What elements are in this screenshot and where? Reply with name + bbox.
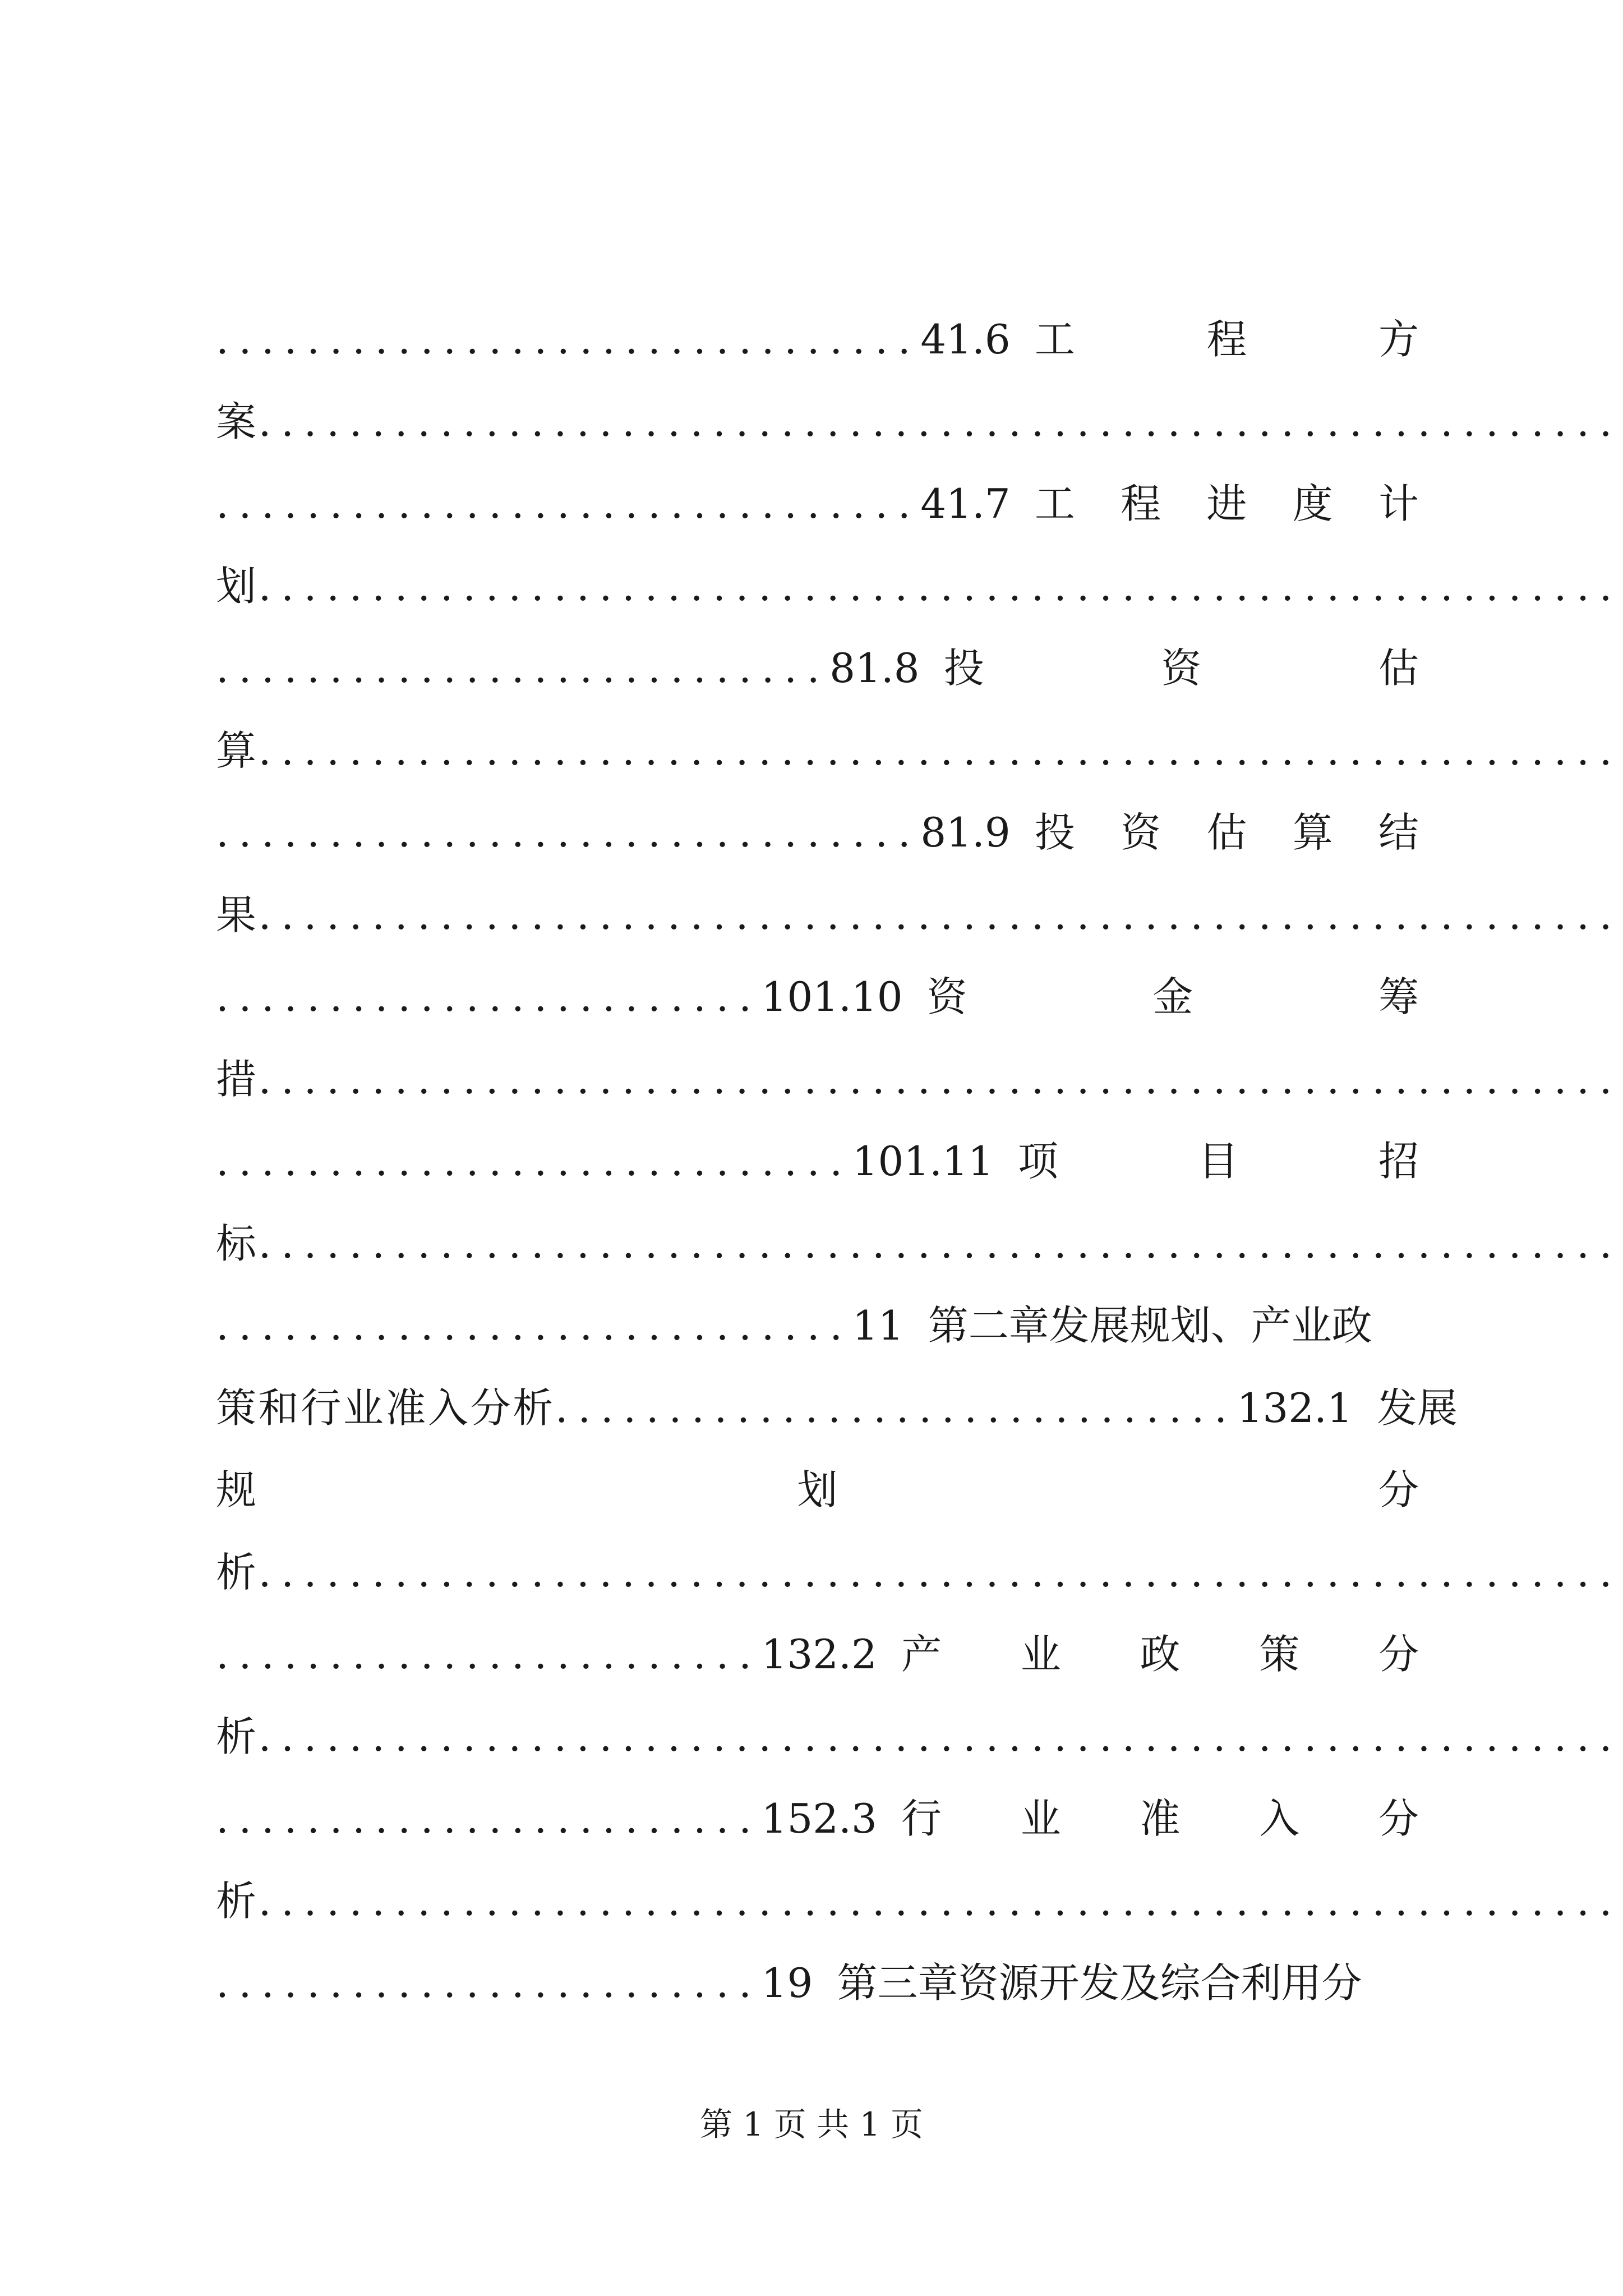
toc-page-number: 41.7 <box>920 480 1011 527</box>
toc-leader-dots: ........................... <box>216 645 830 692</box>
toc-word: 投 <box>943 645 984 692</box>
toc-leader-dots: ............................................................ <box>258 1548 1622 1596</box>
toc-leader-dots: ............................................................ <box>258 1220 1622 1267</box>
toc-word: 估 <box>1206 809 1247 856</box>
toc-word: 策 <box>1259 1631 1300 1678</box>
toc-page-number: 11 <box>852 1302 904 1349</box>
toc-word: 算 <box>1292 809 1333 856</box>
toc-heading <box>1034 480 1419 527</box>
toc-leader-dots: ............................................................ <box>258 1713 1622 1760</box>
toc-word: 划 <box>797 1466 838 1513</box>
toc-page-number: 81.8 <box>829 645 920 692</box>
toc-leader-dots: ........................ <box>216 973 762 1020</box>
toc-text: 析 <box>216 1548 259 1596</box>
toc-leader-dots: ............................................................ <box>258 562 1622 610</box>
toc-word: 发展 <box>1376 1384 1458 1432</box>
toc-leader-dots: ............................................................ <box>258 1055 1622 1103</box>
toc-page-number: 132.2 <box>761 1631 877 1678</box>
toc-word: 业 <box>1020 1631 1061 1678</box>
toc-heading <box>837 1959 1419 2007</box>
toc-line <box>216 1210 1622 1277</box>
toc-word: 第二章发展规划、产业政 <box>928 1302 1372 1349</box>
toc-word: 分 <box>1378 1631 1419 1678</box>
toc-word: 程 <box>1121 480 1161 527</box>
toc-word: 进 <box>1206 480 1247 527</box>
toc-word: 业 <box>1020 1795 1061 1842</box>
toc-page-number: 41.6 <box>920 316 1011 363</box>
toc-heading <box>1034 809 1419 856</box>
toc-word: 规 <box>216 1466 257 1513</box>
toc-word: 分 <box>1378 1795 1419 1842</box>
toc-heading <box>1017 1138 1419 1185</box>
toc-page-number: 19 <box>761 1959 813 2007</box>
toc-word: 目 <box>1198 1138 1239 1185</box>
toc-page-number: 101.11 <box>852 1138 994 1185</box>
toc-line <box>216 1703 1622 1770</box>
toc-word: 招 <box>1378 1138 1419 1185</box>
toc-word: 政 <box>1140 1631 1181 1678</box>
toc-line <box>216 634 1419 702</box>
toc-heading <box>1034 316 1419 363</box>
toc-word: 程 <box>1206 316 1247 363</box>
toc-line <box>216 306 1419 373</box>
toc-leader-dots: ........................ <box>216 1631 762 1678</box>
toc-line <box>216 553 1622 620</box>
toc-line <box>216 1867 1622 1935</box>
toc-line <box>216 799 1419 866</box>
toc-text: 措 <box>216 1055 259 1103</box>
toc-leader-dots: ............................................................ <box>258 891 1622 938</box>
toc-page-number: 101.10 <box>761 973 903 1020</box>
toc-line <box>216 1128 1419 1195</box>
toc-text: 划 <box>216 562 259 610</box>
toc-text: 案 <box>216 398 259 445</box>
toc-word: 投 <box>1034 809 1075 856</box>
toc-word: 资 <box>926 973 967 1020</box>
toc-word: 方 <box>1378 316 1419 363</box>
toc-word: 筹 <box>1378 973 1419 1020</box>
toc-word: 资 <box>1161 645 1202 692</box>
toc-word: 行 <box>901 1795 942 1842</box>
toc-word: 结 <box>1378 809 1419 856</box>
toc-leader-dots: ............................ <box>216 1138 852 1185</box>
toc-word: 产 <box>901 1631 942 1678</box>
toc-word: 金 <box>1152 973 1193 1020</box>
toc-heading <box>926 973 1419 1020</box>
page-footer: 第 1 页 共 1 页 <box>700 2105 923 2143</box>
toc-heading <box>928 1302 1419 1349</box>
toc-word: 第三章资源开发及综合利用分 <box>837 1959 1362 2007</box>
toc-word: 计 <box>1378 480 1419 527</box>
toc-line <box>216 881 1622 949</box>
toc-line <box>216 963 1419 1030</box>
toc-word: 项 <box>1017 1138 1058 1185</box>
toc-page-number: 132.1 <box>1237 1384 1353 1432</box>
toc-line <box>216 1292 1419 1359</box>
toc-line <box>216 1046 1622 1113</box>
toc-text: 标 <box>216 1220 259 1267</box>
toc-leader-dots: ........................ <box>216 1959 762 2007</box>
toc-text: 果 <box>216 891 259 938</box>
toc-heading <box>901 1631 1419 1678</box>
toc-line <box>216 717 1622 784</box>
toc-leader-dots: ............................ <box>216 1302 852 1349</box>
toc-word: 入 <box>1259 1795 1300 1842</box>
toc-word: 工 <box>1034 480 1075 527</box>
toc-heading <box>901 1795 1419 1842</box>
toc-heading <box>943 645 1419 692</box>
toc-word: 准 <box>1140 1795 1181 1842</box>
toc-word: 分 <box>1378 1466 1419 1513</box>
toc-leader-dots: ............................................................ <box>258 1877 1622 1925</box>
toc-line <box>216 1621 1419 1688</box>
toc-leader-dots: .............................. <box>555 1384 1237 1432</box>
toc-leader-dots: ............................... <box>216 480 921 527</box>
toc-leader-dots: ............................................................ <box>258 726 1622 774</box>
toc-leader-dots: ........................ <box>216 1795 762 1842</box>
toc-heading <box>1376 1384 1458 1432</box>
toc-text: 策和行业准入分析 <box>216 1384 555 1432</box>
toc-line <box>216 1785 1419 1852</box>
toc-text: 析 <box>216 1713 259 1760</box>
toc-word: 资 <box>1121 809 1161 856</box>
toc-line <box>216 1539 1622 1606</box>
toc-line <box>216 1374 1458 1442</box>
toc-leader-dots: ............................................................ <box>258 398 1622 445</box>
toc-page-number: 152.3 <box>761 1795 877 1842</box>
toc-word: 工 <box>1034 316 1075 363</box>
toc-line <box>216 1456 1419 1524</box>
toc-line <box>216 1949 1419 2017</box>
toc-word: 度 <box>1292 480 1333 527</box>
toc-page-number: 81.9 <box>920 809 1011 856</box>
toc-text: 析 <box>216 1877 259 1925</box>
toc-leader-dots: ............................... <box>216 316 921 363</box>
toc-word: 估 <box>1378 645 1419 692</box>
toc-line <box>216 388 1622 455</box>
toc-leader-dots: ............................... <box>216 809 921 856</box>
toc-line <box>216 470 1419 537</box>
toc-text: 算 <box>216 726 259 774</box>
